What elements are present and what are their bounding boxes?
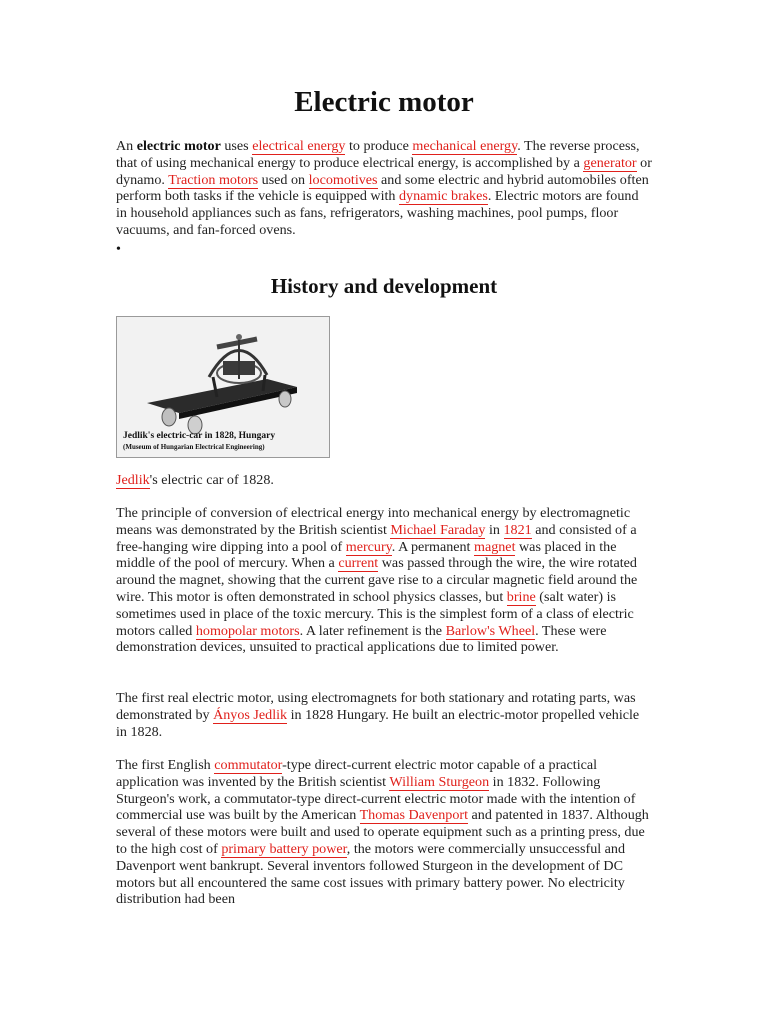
photo-caption-main: Jedlik's electric-car in 1828, Hungary bbox=[123, 431, 276, 441]
link-generator[interactable]: generator bbox=[583, 154, 637, 171]
link-brine[interactable]: brine bbox=[506, 588, 536, 605]
link-dynamic-brakes[interactable]: dynamic brakes bbox=[398, 188, 488, 205]
paragraph-sturgeon: The first English commutator-type direct-current electric motor capable of a practical application was invented by the British scientist William Sturgeon in 1832. Following Sturgeon's work, a commutator-type direct-current electric motor made with the intention of commercial use was built by the American Thomas Davenport and patented in 1837. Although several of these motors were built and used to operate equipment such as a printing press, due to the high cost of primary battery power, the motors were commercially unsuccessful and Davenport went bankrupt. Several inventors followed Sturgeon in the development of DC motors but all encountered the same cost issues with primary battery power. No electricity distribution had been bbox=[116, 757, 649, 908]
link-thomas-davenport[interactable]: Thomas Davenport bbox=[359, 807, 468, 824]
link-primary-battery-power[interactable]: primary battery power bbox=[221, 840, 347, 857]
link-mechanical-energy[interactable]: mechanical energy bbox=[412, 138, 518, 154]
page-title: Electric motor bbox=[294, 86, 474, 118]
link-mercury[interactable]: mercury bbox=[345, 538, 392, 555]
section-heading: History and development bbox=[270, 274, 498, 298]
intro-paragraph: An electric motor uses electrical energy to produce mechanical energy. The reverse process, that of using mechanical energy to produce electrical energy, is accomplished by a generator or dynamo. Traction motors used on locomotives and some electric and hybrid automobiles often perform both tasks if the vehicle is equipped with dynamic brakes. Electric motors are found in household appliances such as fans, refrigerators, washing machines, pool pumps, floor vacuums, and fan-forced ovens. bbox=[116, 138, 652, 238]
link-1821[interactable]: 1821 bbox=[503, 521, 532, 538]
jedlik-car-photo bbox=[116, 316, 330, 458]
link-magnet[interactable]: magnet bbox=[474, 538, 516, 555]
link-locomotives[interactable]: locomotives bbox=[308, 171, 378, 188]
paragraph-faraday: The principle of conversion of electrical energy into mechanical energy by electromagnetic means was demonstrated by the British scientist Michael Faraday in 1821 and consisted of a free-hanging wire dipping into a pool of mercury. A permanent magnet was placed in the middle of the pool of mercury. When a current was passed through the wire, the wire rotated around the magnet, showing that the current gave rise to a circular magnetic field around the wire. This motor is often demonstrated in school physics classes, but brine (salt water) is sometimes used in place of the toxic mercury. This is the simplest form of a class of electric motors called homopolar motors. A later refinement is the Barlow's Wheel. These were demonstration devices, unsuited to practical applications due to limited power. bbox=[116, 505, 638, 656]
link-homopolar-motors[interactable]: homopolar motors bbox=[195, 622, 300, 639]
link-electrical-energy[interactable]: electrical energy bbox=[252, 138, 346, 154]
figure-caption: Jedlik's electric car of 1828. bbox=[116, 472, 274, 488]
bold-term: electric motor bbox=[136, 138, 221, 154]
link-william-sturgeon[interactable]: William Sturgeon bbox=[389, 773, 490, 790]
link-commutator[interactable]: commutator bbox=[214, 757, 283, 773]
link-jedlik[interactable]: Jedlik bbox=[116, 472, 150, 488]
link-anyos-jedlik[interactable]: Ányos Jedlik bbox=[213, 706, 288, 723]
link-current[interactable]: current bbox=[338, 555, 379, 572]
empty-list-bullet: • bbox=[116, 242, 121, 257]
photo-caption-sub: (Museum of Hungarian Electrical Engineering) bbox=[123, 443, 265, 451]
link-traction-motors[interactable]: Traction motors bbox=[168, 171, 259, 188]
link-barlows-wheel[interactable]: Barlow's Wheel bbox=[445, 622, 536, 639]
link-michael-faraday[interactable]: Michael Faraday bbox=[390, 521, 486, 538]
paragraph-first-real-motor: The first real electric motor, using electromagnets for both stationary and rotating parts, was demonstrated by Ányos Jedlik in 1828 Hungary. He built an electric-motor propelled vehicle in 1828. bbox=[116, 690, 640, 740]
